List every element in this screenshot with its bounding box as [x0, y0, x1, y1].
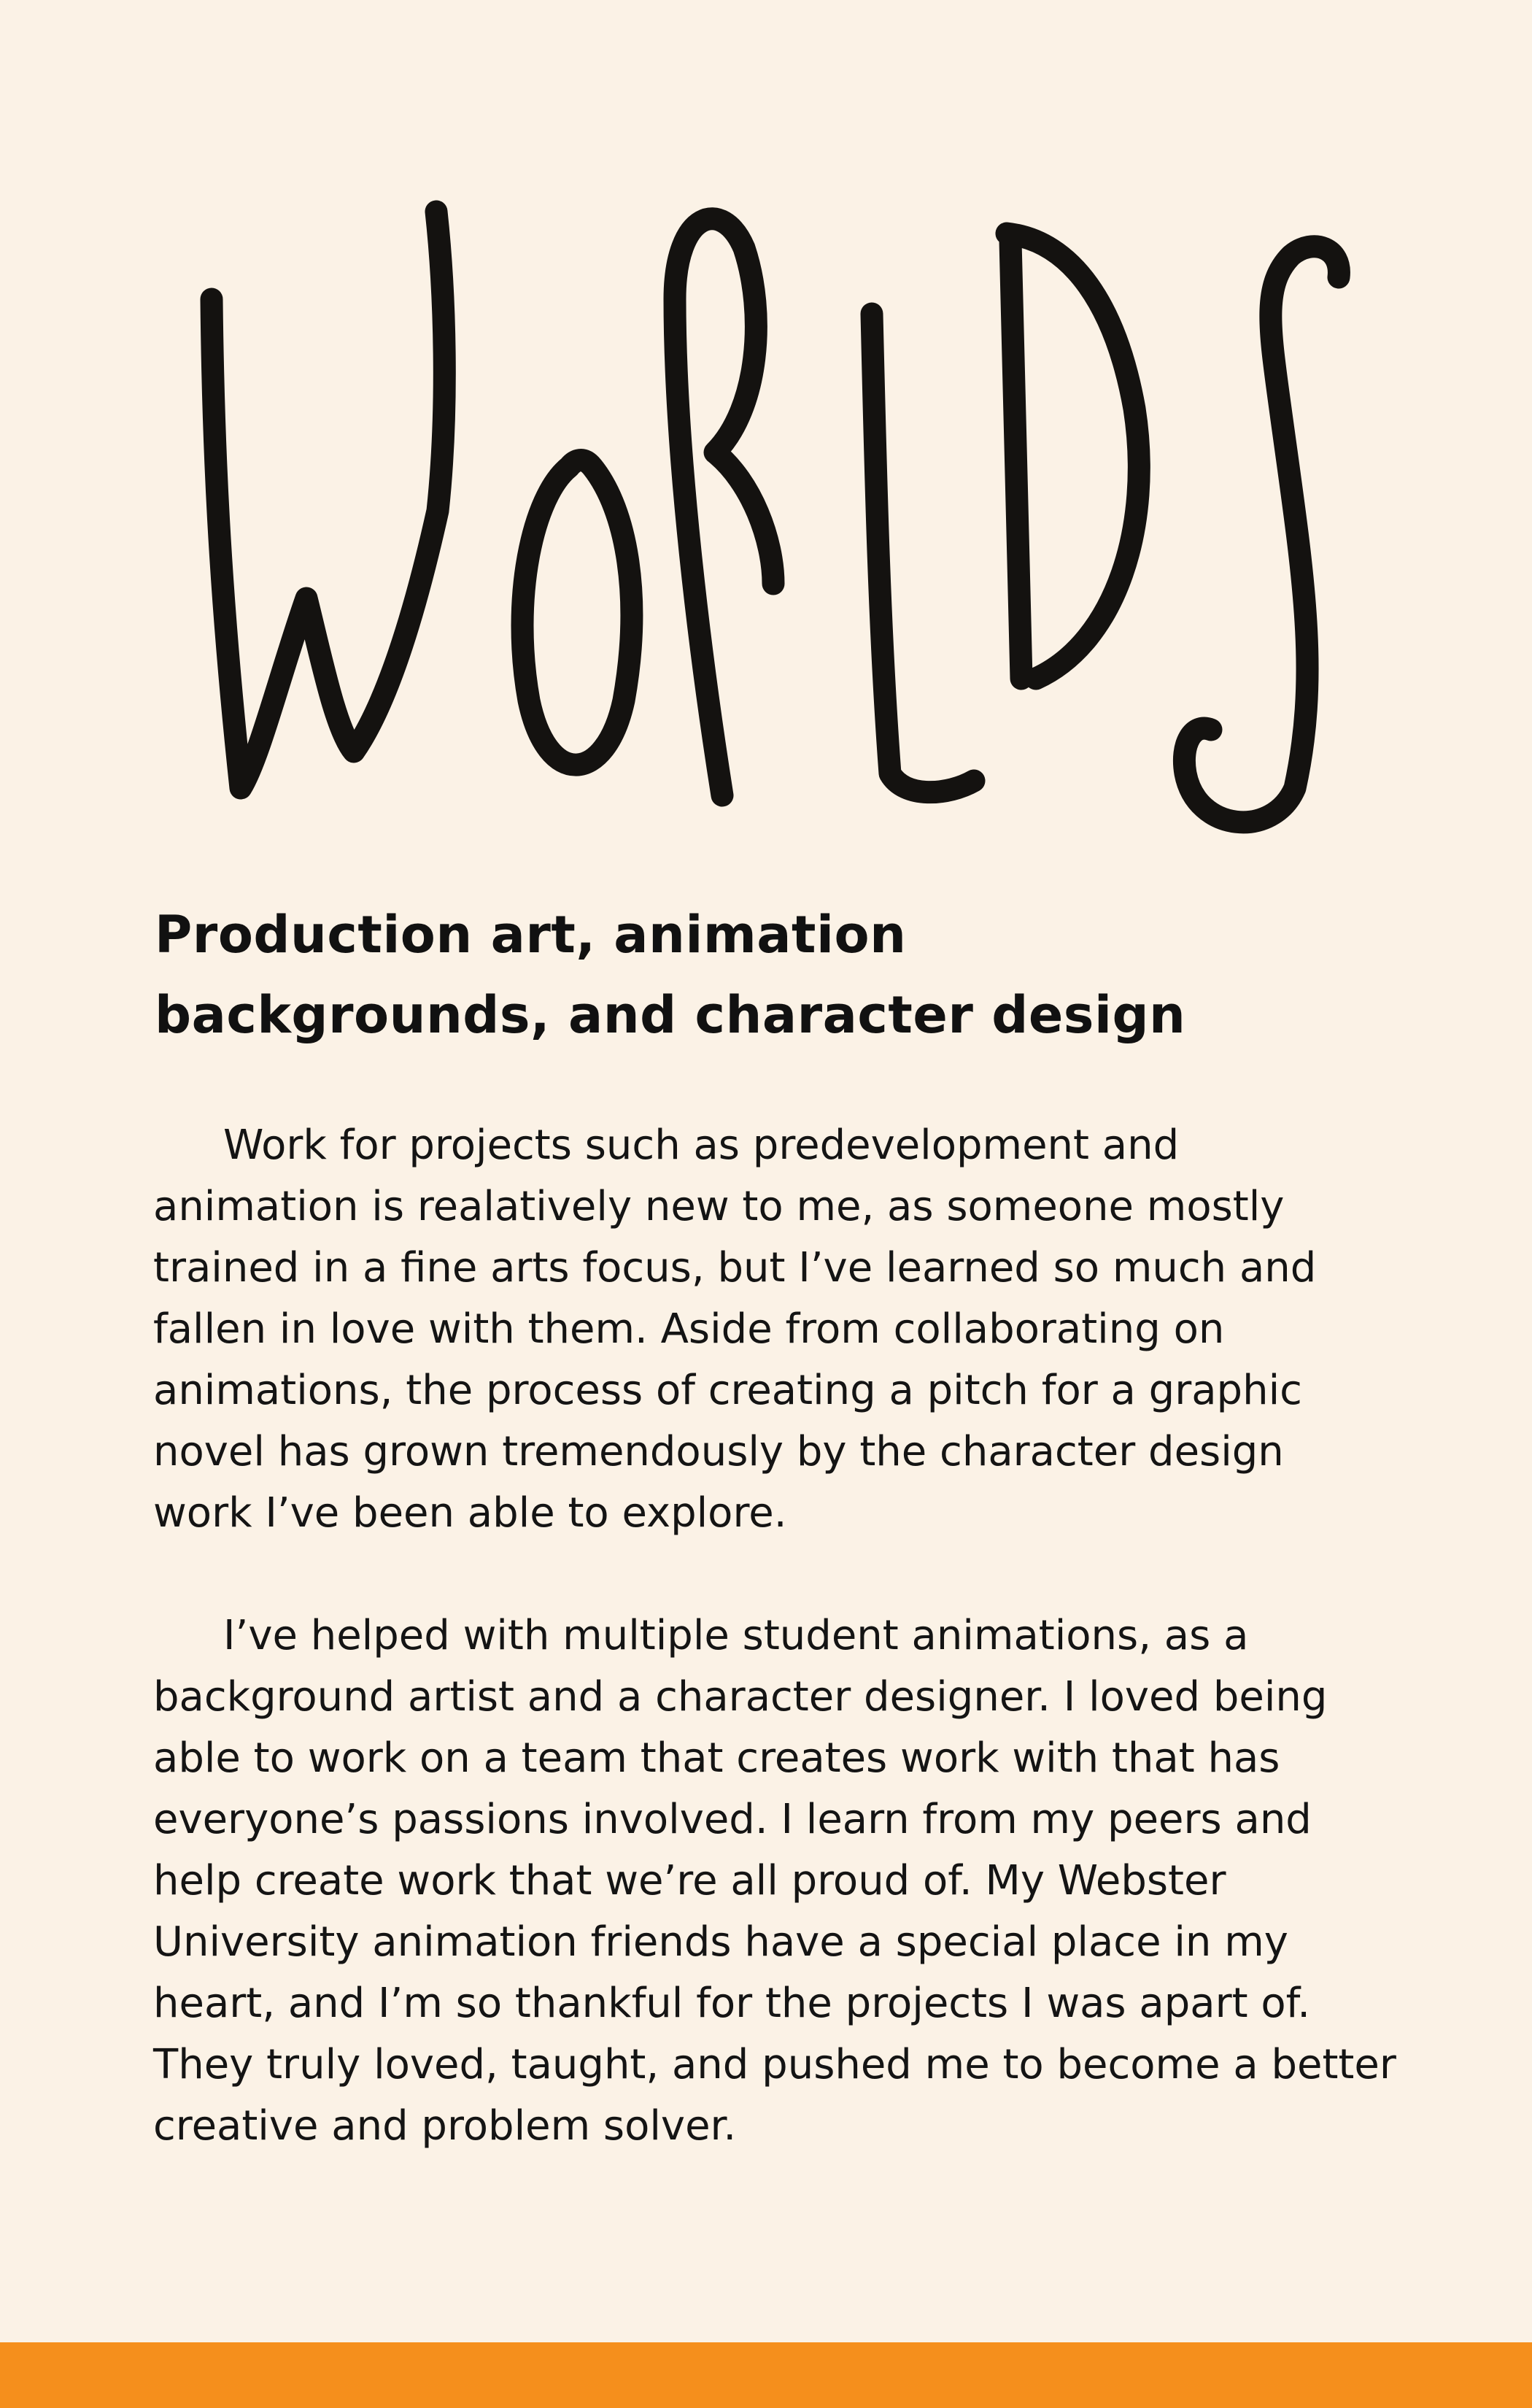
paragraph-line: help create work that we’re all proud of. My Webster — [153, 1857, 1226, 1905]
paragraph-line: fallen in love with them. Aside from collaborating on — [153, 1305, 1225, 1353]
paragraph-line: I’ve helped with multiple student animations, as a — [223, 1612, 1249, 1659]
paragraph-line: University animation friends have a special place in my — [153, 1918, 1288, 1966]
paragraph-line: They truly loved, taught, and pushed me to become a better — [153, 2041, 1396, 2088]
paragraph-line: creative and problem solver. — [153, 2102, 737, 2150]
paragraph-line: trained in a fine arts focus, but I’ve learned so much and — [153, 1244, 1317, 1292]
paragraph-line: able to work on a team that creates work with that has — [153, 1734, 1280, 1782]
paragraph-line: novel has grown tremendously by the character design — [153, 1428, 1284, 1475]
subtitle-line-1: Production art, animation — [155, 905, 907, 965]
section-subtitle — [155, 895, 1424, 1055]
paragraph-line: work I’ve been able to explore. — [153, 1489, 787, 1537]
paragraph-line: everyone’s passions involved. I learn from my peers and — [153, 1796, 1312, 1843]
paragraph-line: animation is realatively new to me, as someone mostly — [153, 1183, 1285, 1230]
paragraph-line: heart, and I’m so thankful for the projects I was apart of. — [153, 1980, 1311, 2027]
paragraph-line: background artist and a character designer. I loved being — [153, 1673, 1328, 1721]
paragraph-line: Work for projects such as predevelopment and — [223, 1122, 1180, 1169]
paragraph-1 — [153, 1115, 1437, 1544]
paragraph-line: animations, the process of creating a pitch for a graphic — [153, 1367, 1302, 1414]
accent-footer-bar — [0, 2342, 1532, 2408]
subtitle-line-2: backgrounds, and character design — [155, 985, 1186, 1045]
paragraph-2 — [153, 1605, 1437, 2157]
